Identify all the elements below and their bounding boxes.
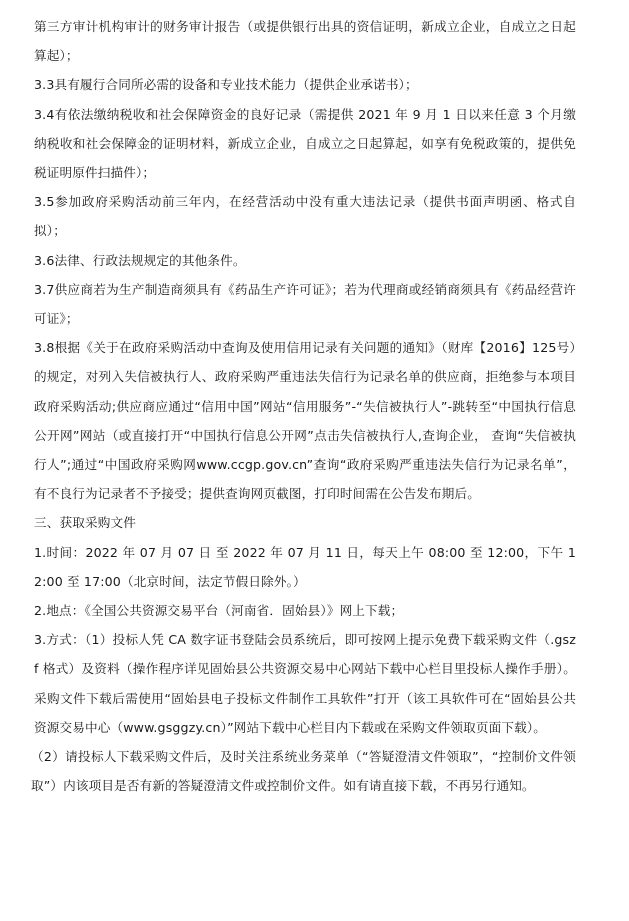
document-body xyxy=(31,12,576,800)
paragraph-3-3: 3.3具有履行合同所必需的设备和专业技术能力（提供企业承诺书）； xyxy=(34,77,418,93)
paragraph-method: 3.方式：（1）投标人凭 CA 数字证书登陆会员系统后，即可按网上提示免费下载采购文件（.gszf 格式）及资料（操作程序详见固始县公共资源交易中心网站下载中心栏目里投标人操作手册）。采购文件下载后需使用“固始县电子投标文件制作工具软件”打开（该工具软件可在“固始县公共资源交易中心（www.gsggzy.cn）”网站下载中心栏目内下载或在采购文件领取页面下载）。 xyxy=(34,632,576,735)
paragraph-time: 1.时间：2022 年 07 月 07 日 至 2022 年 07 月 11 日，每天上午 08:00 至 12:00，下午 12:00 至 17:00（北京时间，法定节假日除外。） xyxy=(34,544,576,589)
paragraph-3-6: 3.6法律、行政法规规定的其他条件。 xyxy=(34,252,246,268)
paragraph-3-7: 3.7供应商若为生产制造商须具有《药品生产许可证》；若为代理商或经销商须具有《药品经营许可证》； xyxy=(34,281,576,327)
paragraph-3-8: 3.8根据《关于在政府采购活动中查询及使用信用记录有关问题的通知》（财库【2016】125号）的规定，对列入失信被执行人、政府采购严重违法失信行为记录名单的供应商，拒绝参与本项目政府采购活动;供应商应通过“信用中国”网站“信用服务”-“失信被执行人”-跳转至“中国执行信息公开网”网站（或直接打开“中国执行信息公开网”点击失信被执行人,查询企业， 查询“失信被执行人”;通过“中国政府采购网www.ccgp.gov.cn”查询“政府采购严重违法失信行为记录名单”，有不良行为记录者不予接受；提供查询网页截图，打印时间需在公告发布期后。 xyxy=(34,340,576,502)
section-heading-obtain-documents: 三、获取采购文件 xyxy=(34,515,136,531)
paragraph-method-2: （2）请投标人下载采购文件后，及时关注系统业务菜单（“答疑澄清文件领取”，“控制价文件领取”）内该项目是否有新的答疑澄清文件或控制价文件。如有请直接下载，不再另行通知。 xyxy=(31,749,576,794)
paragraph-location: 2.地点：《全国公共资源交易平台（河南省．固始县）》网上下载； xyxy=(34,603,404,619)
paragraph-3-5: 3.5参加政府采购活动前三年内，在经营活动中没有重大违法记录（提供书面声明函、格式自拟）； xyxy=(34,194,576,239)
paragraph-financial-audit: 第三方审计机构审计的财务审计报告（或提供银行出具的资信证明，新成立企业，自成立之日起算起）； xyxy=(34,19,576,64)
paragraph-3-4: 3.4有依法缴纳税收和社会保障资金的良好记录（需提供 2021 年 9 月 1 日以来任意 3 个月缴纳税收和社会保障金的证明材料，新成立企业，自成立之日起算起，如享有免税政策的，提供免税证明原件扫描件）； xyxy=(34,106,576,181)
